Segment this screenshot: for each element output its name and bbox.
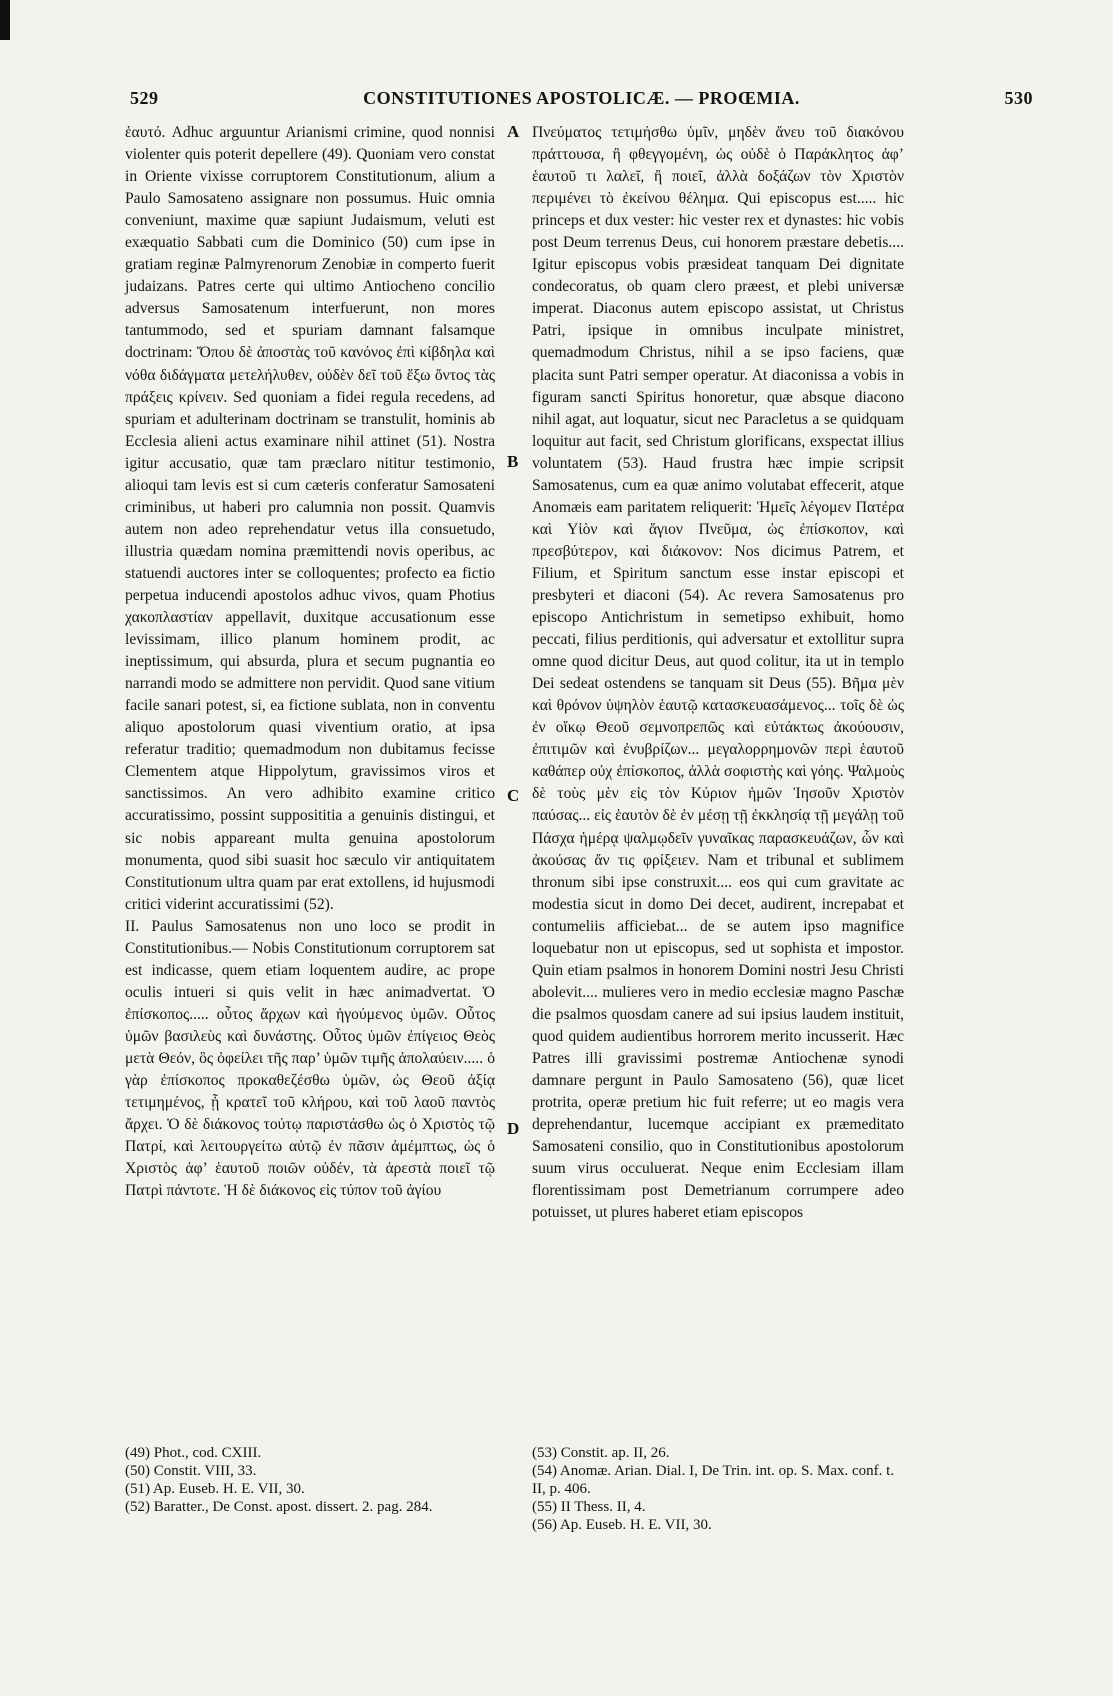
footnote-54: (54) Anomæ. Arian. Dial. I, De Trin. int. op. S. Max. conf. t. II, p. 406.	[532, 1463, 895, 1497]
footnote-52: (52) Baratter., De Const. apost. dissert. 2. pag. 284.	[125, 1499, 433, 1515]
footnote-55: (55) II Thess. II, 4.	[532, 1499, 646, 1515]
section-marker-c: C	[507, 786, 520, 805]
right-column	[532, 122, 904, 1224]
left-column	[125, 122, 495, 1202]
footnote-53: (53) Constit. ap. II, 26.	[532, 1445, 670, 1461]
footnote-49: (49) Phot., cod. CXIII.	[125, 1445, 262, 1461]
footnotes-right	[532, 1444, 904, 1534]
page-number-left: 529	[130, 88, 159, 108]
section-marker-b: B	[507, 452, 519, 471]
section-marker-a: A	[507, 122, 520, 141]
page-edge-mark	[0, 0, 10, 40]
section-marker-d: D	[507, 1119, 520, 1138]
footnote-56: (56) Ap. Euseb. H. E. VII, 30.	[532, 1517, 712, 1533]
footnote-51: (51) Ap. Euseb. H. E. VII, 30.	[125, 1481, 305, 1497]
page-number-right: 530	[1004, 88, 1033, 108]
footnote-50: (50) Constit. VIII, 33.	[125, 1463, 257, 1479]
running-header	[130, 88, 1033, 118]
running-title: CONSTITUTIONES APOSTOLICÆ. — PROŒMIA.	[363, 88, 800, 108]
footnotes-left	[125, 1444, 495, 1516]
left-paragraph-1: ἑαυτό. Adhuc arguuntur Arianismi crimine, quod nonnisi violenter quis poterit depellere (49). Quoniam vero constat in Oriente vixisse corruptorem Constitutionum, alium a Paulo Samosateno assignare non possumus. Huic omnia conveniunt, maxime quæ sapiunt Judaismum, veluti est exæquatio Sabbati cum die Dominico (50) cum ipse in gratiam reginæ Palmyrenorum Zenobiæ in comperto fuerit judaizans. Patres certe qui ultimo Antiocheno concilio adversus Samosatenum interfuerunt, non mores tantummodo, sed et spuriam damnant falsamque doctrinam: Ὅπου δὲ ἀποστὰς τοῦ κανόνος ἐπὶ κίβδηλα καὶ νόθα διδάγματα μετελήλυθεν, οὐδὲν δεῖ τοῦ ἔξω ὄντος τὰς πράξεις κρίνειν. Sed quoniam a fidei regula recedens, ad spuriam et adulterinam doctrinam se transtulit, hominis ab Ecclesia alieni actus examinare nihil attinet (51). Nostra igitur accusatio, quæ tam præclaro nititur testimonio, alioqui tam levis est si cum cæteris conferatur Samosateni criminibus, ut haberi pro calumnia non possit. Quamvis autem non adeo reprehendatur vetus illa consuetudo, illustria quædam nomina præmittendi novis operibus, ac statuendi auctores inter se colloquentes; profecto ea fictio perpetua inducendi apostolos adhuc vivos, quam Photius χακοπλαστίαν appellavit, duxitque accusationum esse levissimam, illico planum hominem prodit, ac ineptissimum, qui absurda, plura et secum pugnantia eo narrandi modo se admittere non pervidit. Quod sane vitium facile sanari potest, si, ea fictione sublata, non in conventu aliquo apostolorum quasi viventium oratio, at ipsa referatur traditio; quemadmodum non dubitamus fecisse Clementem atque Hippolytum, gravissimos viros et sanctissimos. An vero adhibito examine critico accuratissimo, possint supposititia a genuinis distingui, et sic nobis appareant multa genuina apostolorum monumenta, quod sibi suasit hoc sæculo vir antiquitatem Constitutionum ultra quam par erat extollens, id hujusmodi critici viderint accuratissimi (52).	[125, 124, 495, 913]
left-paragraph-2: II. Paulus Samosatenus non uno loco se prodit in Constitutionibus.— Nobis Constitutionum corruptorem sat est indicasse, quem etiam loquentem audire, ac prope oculis intueri si quis velit in hæc animadvertat. Ὁ ἐπίσκοπος..... οὗτος ἄρχων καὶ ἡγούμενος ὑμῶν. Οὗτος ὑμῶν βασιλεὺς καὶ δυνάστης. Οὗτος ὑμῶν ἐπίγειος Θεὸς μετὰ Θεόν, ὃς ὀφείλει τῆς παρ’ ὑμῶν τιμῆς ἀπολαύειν..... ὁ γὰρ ἐπίσκοπος προκαθεζέσθω ὑμῶν, ὡς Θεοῦ ἀξίᾳ τετιμημένος, ᾗ κρατεῖ τοῦ κλήρου, καὶ τοῦ λαοῦ παντὸς ἄρχει. Ὁ δὲ διάκονος τούτῳ παριστάσθω ὡς ὁ Χριστὸς τῷ Πατρί, καὶ λειτουργείτω αὐτῷ ἐν πᾶσιν ἀμέμπτως, ὡς ὁ Χριστὸς ἀφ’ ἑαυτοῦ ποιῶν οὐδέν, τὰ ἀρεστὰ ποιεῖ τῷ Πατρὶ πάντοτε. Ἡ δὲ διάκονος εἰς τύπον τοῦ ἁγίου	[125, 917, 495, 1200]
right-paragraph-1: Πνεύματος τετιμήσθω ὑμῖν, μηδὲν ἄνευ τοῦ διακόνου πράττουσα, ἢ φθεγγομένη, ὡς οὐδὲ ὁ Παράκλητος ἀφ’ ἑαυτοῦ τι λαλεῖ, ἢ ποιεῖ, ἀλλὰ δοξάζων τὸν Χριστὸν περιμένει τὸ ἐκείνου θέλημα. Qui episcopus est..... hic princeps et dux vester: hic vester rex et dynastes: hic vobis post Deum terrenus Deus, cui honorem præstare debetis.... Igitur episcopus vobis præsideat tanquam Dei dignitate condecoratus, ob quam clero præest, et plebi universæ imperat. Diaconus autem episcopo assistat, ut Christus Patri, ipsique in omnibus inculpate ministret, quemadmodum Christus, nihil a se ipso faciens, quæ placita sunt Patri semper operatur. At diaconissa a vobis in figuram sancti Spiritus honoretur, quæ absque diacono nihil agat, aut loquatur, sicut nec Paracletus a se quidquam loquitur aut facit, sed Christum glorificans, exspectat illius voluntatem (53). Haud frustra hæc impie scripsit Samosatenus, cum ea quæ animo volutabat effecerit, atque Anomæis eam paritatem reliquerit: Ἡμεῖς λέγομεν Πατέρα καὶ Υἱὸν καὶ ἅγιον Πνεῦμα, ὡς ἐπίσκοπον, καὶ πρεσβύτερον, καὶ διάκονον: Nos dicimus Patrem, et Filium, et Spiritum sanctum esse instar episcopi et presbyteri et diaconi (54). Ac revera Samosatenus pro episcopo Antichristum in semetipso exhibuit, homo peccati, filius perditionis, qui adversatur et extollitur supra omne quod dicitur Deus, aut quod colitur, ita ut in templo Dei sedeat ostendens se tanquam sit Deus (55). Βῆμα μὲν καὶ θρόνον ὑψηλὸν ἑαυτῷ κατασκευασάμενος... τοῖς δὲ ὡς ἐν οἴκῳ Θεοῦ σεμνοπρεπῶς καὶ εὐτάκτως ἀκούουσιν, ἐπιτιμῶν καὶ ἐνυβρίζων... μεγαλορρημονῶν περὶ ἑαυτοῦ καθάπερ οὐχ ἐπίσκοπος, ἀλλὰ σοφιστὴς καὶ γόης. Ψαλμοὺς δὲ τοὺς μὲν εἰς τὸν Κύριον ἡμῶν Ἰησοῦν Χριστὸν παύσας... εἰς ἑαυτὸν δὲ ἐν μέσῃ τῇ ἐκκλησίᾳ τῇ μεγάλῃ τοῦ Πάσχα ἡμέρᾳ ψαλμῳδεῖν γυναῖκας παρασκευάζων, ὧν καὶ ἀκούσας ἄν τις φρίξειεν. Nam et tribunal et sublimem thronum sibi ipse construxit.... eos qui cum gravitate ac modestia sicut in domo Dei decet, audirent, increpabat et contumeliis afficiebat... de se autem ipso magnifice loquebatur non ut episcopus, sed ut sophista et impostor. Quin etiam psalmos in honorem Domini nostri Jesu Christi abolevit.... mulieres vero in medio ecclesiæ magno Paschæ die psalmos quosdam canere ad sui ipsius laudem instituit, quod quidem audientibus horrorem merito incusserit. Hæc Patres illi gravissimi postremæ Antiochenæ synodi damnare pergunt in Paulo Samosateno (56), quæ licet protrita, operæ pretium hic fuit referre; ut eo magis vera deprehendantur, lucemque accipiant ex præmeditato Samosateni consilio, quo in Constitutionibus apostolorum suum virus occuluerat. Neque enim Ecclesiam illam florentissimam post Demetrianum corrumpere adeo potuisset, ut plures haberet etiam episcopos	[532, 124, 904, 1222]
